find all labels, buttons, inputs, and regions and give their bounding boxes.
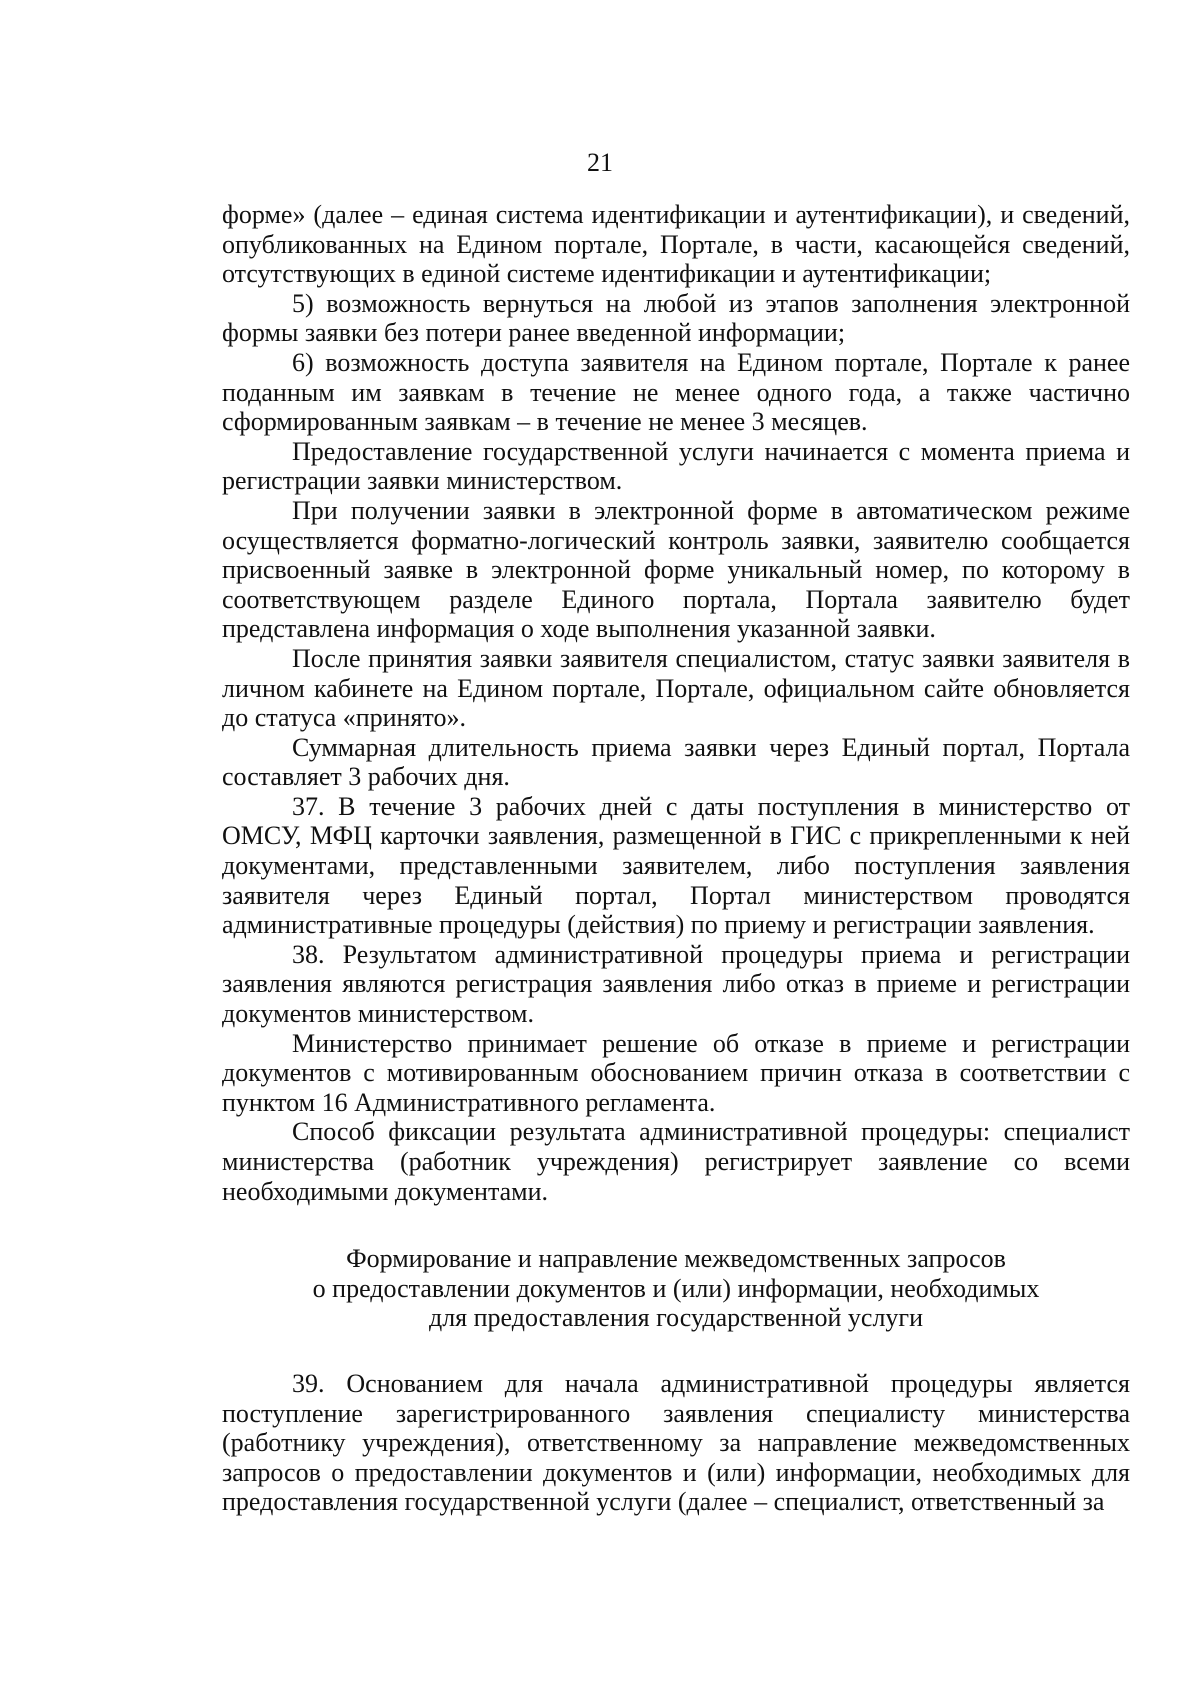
paragraph-service-start: Предоставление государственной услуги начинается с момента приема и регистрации заявки министерством. <box>222 436 1130 496</box>
paragraph-electronic-receipt: При получении заявки в электронной форме в автоматическом режиме осуществляется форматно-логический контроль заявки, заявителю сообщается присвоенный заявке в электронной форме уникальный номер, по которому в соответствующем разделе Единого портала, Портала заявителю будет представлена информация о ходе выполнения указанной заявки. <box>222 495 1130 644</box>
paragraph-item-5: 5) возможность вернуться на любой из этапов заполнения электронной формы заявки без потери ранее введенной информации; <box>222 288 1130 348</box>
paragraph-item-39: 39. Основанием для начала административной процедуры является поступление зарегистрированного заявления специалисту министерства (работнику учреждения), ответственному за направление межведомственных запросов о предоставлении документов и (или) информации, необходимых для предоставления государственной услуги (далее – специалист, ответственный за <box>222 1368 1130 1517</box>
paragraph-continuation: форме» (далее – единая система идентификации и аутентификации), и сведений, опубликованных на Едином портале, Портале, в части, касающейся сведений, отсутствующих в единой системе идентификации и аутентификации; <box>222 200 1130 289</box>
paragraph-status-update: После принятия заявки заявителя специалистом, статус заявки заявителя в личном кабинете на Едином портале, Портале, официальном сайте обновляется до статуса «принято». <box>222 643 1130 733</box>
paragraph-duration: Суммарная длительность приема заявки через Единый портал, Портала составляет 3 рабочих дня. <box>222 732 1130 792</box>
paragraph-fixation-method: Способ фиксации результата административной процедуры: специалист министерства (работник учреждения) регистрирует заявление со всеми необходимыми документами. <box>222 1117 1130 1206</box>
paragraph-item-6: 6) возможность доступа заявителя на Едином портале, Портале к ранее поданным им заявкам в течение не менее одного года, а также частично сформированным заявкам – в течение не менее 3 месяцев. <box>222 347 1130 437</box>
section-heading-line: Формирование и направление межведомственных запросов <box>346 1244 1006 1274</box>
section-heading-line: о предоставлении документов и (или) информации, необходимых <box>312 1273 1040 1303</box>
section-heading-line: для предоставления государственной услуги <box>428 1303 924 1333</box>
paragraph-item-38: 38. Результатом административной процедуры приема и регистрации заявления являются регистрация заявления либо отказ в приеме и регистрации документов министерством. <box>222 939 1130 1029</box>
paragraph-item-37: 37. В течение 3 рабочих дней с даты поступления в министерство от ОМСУ, МФЦ карточки заявления, размещенной в ГИС с прикрепленными к ней документами, представленными заявителем, либо поступления заявления заявителя через Единый портал, Портал министерством проводятся административные процедуры (действия) по приему и регистрации заявления. <box>222 791 1130 940</box>
section-heading <box>222 1244 1130 1333</box>
page-number: 21 <box>587 148 613 177</box>
paragraph-refusal-decision: Министерство принимает решение об отказе в приеме и регистрации документов с мотивированным обоснованием причин отказа в соответствии с пунктом 16 Административного регламента. <box>222 1028 1130 1117</box>
document-body <box>222 200 1130 1517</box>
